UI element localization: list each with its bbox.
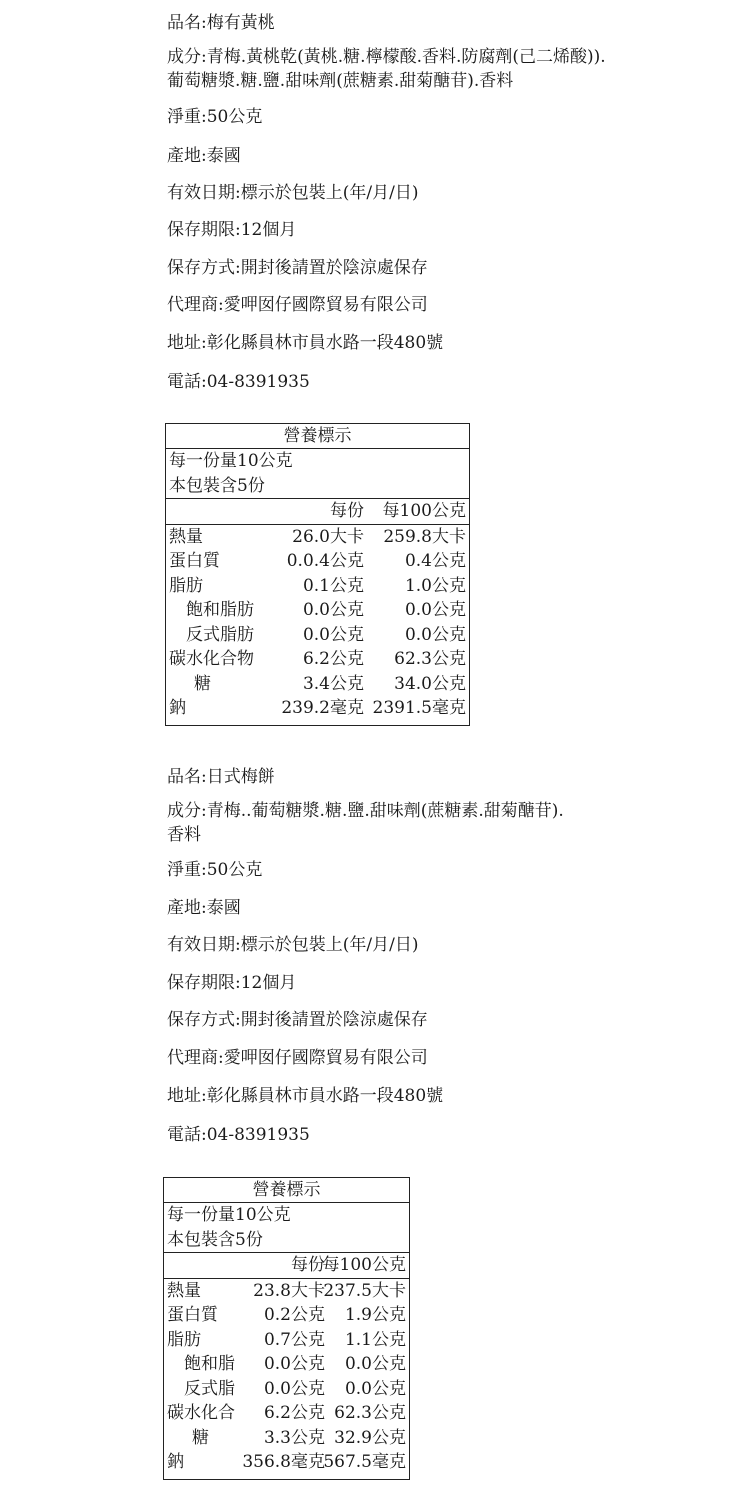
- nutrient-row: 脂肪 0.7公克 1.1公克: [167, 1329, 406, 1350]
- shelf-life: 保存期限:12個月: [167, 220, 297, 240]
- expiry-date: 有效日期:標示於包裝上(年/月/日): [167, 183, 419, 203]
- address: 地址:彰化縣員林市員水路一段480號: [167, 333, 444, 353]
- nutrition-title: 營養標示: [166, 424, 469, 449]
- shelf-life: 保存期限:12個月: [167, 973, 297, 993]
- nutrient-row: 脂肪 0.1公克 1.0公克: [169, 575, 466, 596]
- nutrient-row: 鈉 356.8毫克 567.5毫克: [167, 1452, 406, 1472]
- per-100g-header: 每100公克: [322, 1255, 406, 1275]
- storage-method: 保存方式:開封後請置於陰涼處保存: [167, 1010, 428, 1030]
- nutrient-row: 飽和脂肪 0.0公克 0.0公克: [186, 600, 466, 620]
- nutrient-row: 碳水化合 6.2公克 62.3公克: [167, 1403, 406, 1423]
- net-weight: 淨重:50公克: [167, 107, 263, 127]
- nutrient-row: 熱量 26.0大卡 259.8大卡: [166, 524, 469, 550]
- nutrient-row: 熱量 23.8大卡 237.5大卡: [164, 1278, 409, 1304]
- storage-method: 保存方式:開封後請置於陰涼處保存: [167, 258, 428, 278]
- nutrient-row: 反式脂肪 0.0公克 0.0公克: [186, 624, 466, 645]
- nutrition-table-1: [165, 423, 470, 726]
- per-serving-header: 每份: [330, 501, 364, 521]
- nutrient-row: 碳水化合物 6.2公克 62.3公克: [169, 649, 466, 669]
- origin: 產地:泰國: [167, 898, 241, 918]
- net-weight: 淨重:50公克: [167, 860, 263, 880]
- nutrition-title: 營養標示: [164, 1178, 409, 1203]
- nutrient-row: 糖 3.4公克 34.0公克: [194, 673, 466, 694]
- ingredients-line-2: 香料: [167, 825, 201, 845]
- product-name: 品名:梅有黃桃: [167, 13, 275, 33]
- per-100g-header: 每100公克: [382, 501, 466, 521]
- servings-per-package: 本包裝含5份: [167, 1229, 263, 1250]
- ingredients-line-1: 成分:青梅..葡萄糖漿.糖.鹽.甜味劑(蔗糖素.甜菊醣苷).: [167, 801, 564, 821]
- nutrient-row: 蛋白質 0.2公克 1.9公克: [167, 1305, 406, 1325]
- per-serving-header: 每份: [291, 1255, 325, 1275]
- servings-per-package: 本包裝含5份: [169, 475, 265, 496]
- expiry-date: 有效日期:標示於包裝上(年/月/日): [167, 935, 419, 955]
- nutrient-row: 鈉 239.2毫克 2391.5毫克: [169, 698, 466, 718]
- phone: 電話:04-8391935: [167, 1125, 310, 1145]
- serving-size: 每一份量10公克: [169, 451, 293, 471]
- ingredients-line-1: 成分:青梅.黃桃乾(黃桃.糖.檸檬酸.香料.防腐劑(己二烯酸)).: [167, 47, 606, 67]
- serving-size: 每一份量10公克: [167, 1205, 291, 1225]
- ingredients-line-2: 葡萄糖漿.糖.鹽.甜味劑(蔗糖素.甜菊醣苷).香料: [167, 71, 514, 91]
- phone: 電話:04-8391935: [167, 372, 310, 392]
- agent: 代理商:愛呷囡仔國際貿易有限公司: [167, 1048, 428, 1068]
- product-name: 品名:日式梅餅: [167, 767, 275, 787]
- nutrient-row: 蛋白質 0.0.4公克 0.4公克: [169, 551, 466, 571]
- address: 地址:彰化縣員林市員水路一段480號: [167, 1086, 444, 1106]
- agent: 代理商:愛呷囡仔國際貿易有限公司: [167, 295, 428, 315]
- origin: 產地:泰國: [167, 146, 241, 166]
- nutrient-row: 反式脂 0.0公克 0.0公克: [184, 1378, 406, 1399]
- nutrient-row: 飽和脂 0.0公克 0.0公克: [184, 1354, 406, 1374]
- column-header-row: [164, 1252, 409, 1278]
- column-header-row: [166, 498, 469, 524]
- nutrition-table-2: [163, 1177, 410, 1480]
- nutrient-row: 糖 3.3公克 32.9公克: [192, 1427, 406, 1448]
